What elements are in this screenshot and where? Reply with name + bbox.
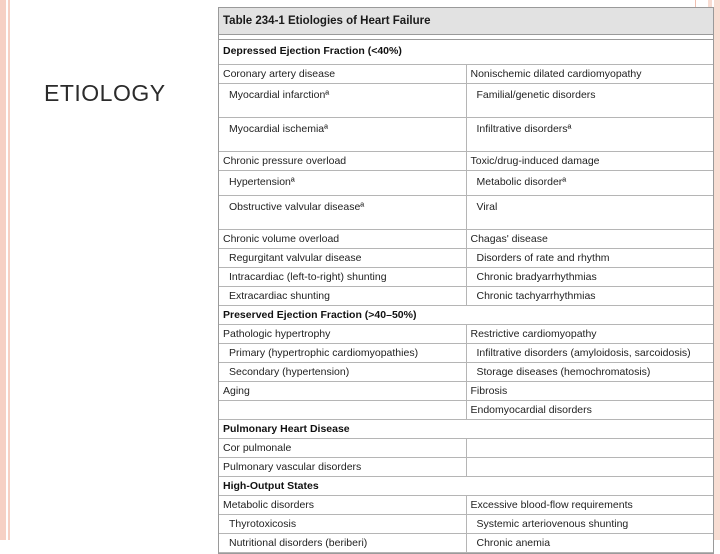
cell-right: Nonischemic dilated cardiomyopathy <box>466 65 713 84</box>
section-heading: Pulmonary Heart Disease <box>219 420 713 439</box>
cell-right: Endomyocardial disorders <box>466 401 713 420</box>
section-row <box>219 306 713 325</box>
table-row <box>219 287 713 306</box>
cell-right <box>466 439 713 458</box>
table-row <box>219 534 713 553</box>
table-caption: Table 234-1 Etiologies of Heart Failure <box>219 8 713 35</box>
table-row <box>219 401 713 420</box>
cell-left: Myocardial ischemiaª <box>219 118 466 152</box>
section-row <box>219 420 713 439</box>
cell-left: Metabolic disorders <box>219 496 466 515</box>
table-row <box>219 152 713 171</box>
cell-right: Systemic arteriovenous shunting <box>466 515 713 534</box>
section-heading: Preserved Ejection Fraction (>40–50%) <box>219 306 713 325</box>
slide-left-border-line <box>6 0 8 540</box>
cell-left: Thyrotoxicosis <box>219 515 466 534</box>
table-row <box>219 515 713 534</box>
table-row <box>219 363 713 382</box>
table-row <box>219 65 713 84</box>
slide-title: ETIOLOGY <box>44 80 166 106</box>
cell-right: Infiltrative disordersª <box>466 118 713 152</box>
table-row <box>219 196 713 230</box>
cell-left: Nutritional disorders (beriberi) <box>219 534 466 553</box>
cell-left: Secondary (hypertension) <box>219 363 466 382</box>
table-row <box>219 84 713 118</box>
cell-left: Primary (hypertrophic cardiomyopathies) <box>219 344 466 363</box>
cell-right: Excessive blood-flow requirements <box>466 496 713 515</box>
table-row <box>219 458 713 477</box>
cell-left: Chronic pressure overload <box>219 152 466 171</box>
table-row <box>219 439 713 458</box>
cell-left: Cor pulmonale <box>219 439 466 458</box>
etiology-table <box>218 7 714 554</box>
section-row <box>219 40 713 65</box>
cell-right: Metabolic disorderª <box>466 171 713 196</box>
cell-left: Myocardial infarctionª <box>219 84 466 118</box>
table-row <box>219 496 713 515</box>
table-row <box>219 171 713 196</box>
section-row <box>219 477 713 496</box>
table-row <box>219 268 713 287</box>
etiology-table-body <box>219 40 713 553</box>
cell-right: Chronic tachyarrhythmias <box>466 287 713 306</box>
cell-left: Obstructive valvular diseaseª <box>219 196 466 230</box>
cell-right: Chronic bradyarrhythmias <box>466 268 713 287</box>
cell-right: Fibrosis <box>466 382 713 401</box>
cell-left: Hypertensionª <box>219 171 466 196</box>
cell-left: Regurgitant valvular disease <box>219 249 466 268</box>
cell-left: Coronary artery disease <box>219 65 466 84</box>
cell-left <box>219 401 466 420</box>
cell-right: Disorders of rate and rhythm <box>466 249 713 268</box>
cell-right: Chagas' disease <box>466 230 713 249</box>
cell-right <box>466 458 713 477</box>
cell-right: Toxic/drug-induced damage <box>466 152 713 171</box>
cell-left: Pathologic hypertrophy <box>219 325 466 344</box>
section-heading: High-Output States <box>219 477 713 496</box>
table-row <box>219 249 713 268</box>
table-row <box>219 325 713 344</box>
cell-right: Chronic anemia <box>466 534 713 553</box>
cell-left: Intracardiac (left-to-right) shunting <box>219 268 466 287</box>
cell-right: Infiltrative disorders (amyloidosis, sarcoidosis) <box>466 344 713 363</box>
cell-left: Pulmonary vascular disorders <box>219 458 466 477</box>
cell-right: Restrictive cardiomyopathy <box>466 325 713 344</box>
cell-left: Extracardiac shunting <box>219 287 466 306</box>
table-row <box>219 118 713 152</box>
table-row <box>219 382 713 401</box>
cell-right: Familial/genetic disorders <box>466 84 713 118</box>
cell-right: Storage diseases (hemochromatosis) <box>466 363 713 382</box>
section-heading: Depressed Ejection Fraction (<40%) <box>219 40 713 65</box>
table-row <box>219 344 713 363</box>
slide-left-border <box>0 0 10 540</box>
cell-right: Viral <box>466 196 713 230</box>
cell-left: Chronic volume overload <box>219 230 466 249</box>
cell-left: Aging <box>219 382 466 401</box>
table-row <box>219 230 713 249</box>
